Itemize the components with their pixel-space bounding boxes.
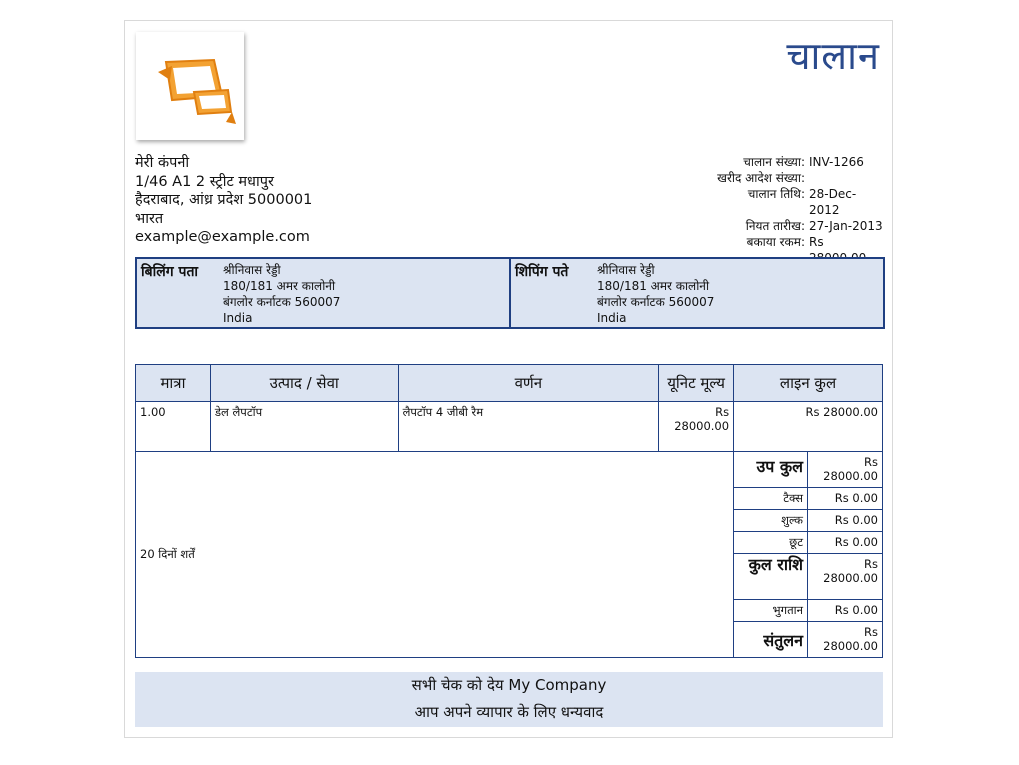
address-block [135,257,885,329]
shipping-line: बंगलोर कर्नाटक 560007 [597,295,715,309]
payment-value: Rs 0.00 [808,600,883,622]
balance-label: संतुलन [734,622,808,658]
total-label: कुल राशि [734,554,808,600]
subtotal-value: Rs 28000.00 [808,452,883,488]
billing-address [137,259,509,327]
meta-label: खरीद आदेश संख्या: [717,171,805,185]
shipping-line: श्रीनिवास रेड्डी [597,263,655,277]
table-row [136,402,883,452]
header-quantity: मात्रा [136,365,211,402]
company-logo [136,32,244,140]
shipping-line: 180/181 अमर कालोनी [597,279,710,293]
discount-value: Rs 0.00 [808,532,883,554]
meta-value: Rs [809,235,824,249]
billing-line: बंगलोर कर्नाटक 560007 [223,295,341,309]
cell-quantity: 1.00 [136,402,211,452]
header-product: उत्पाद / सेवा [210,365,398,402]
invoice-title: चालान [786,34,880,78]
company-name: मेरी कंपनी [135,155,190,171]
cell-product: डेल लैपटॉप [210,402,398,452]
meta-label: बकाया रकम: [746,235,805,249]
balance-value: Rs 28000.00 [808,622,883,658]
terms: 20 दिनों शर्तें [136,452,734,658]
meta-label: चालान संख्या: [743,155,805,169]
table-header-row [136,365,883,402]
footer [135,672,883,727]
header-unit-price: यूनिट मूल्य [659,365,734,402]
fee-label: शुल्क [734,510,808,532]
cell-unit-price: Rs 28000.00 [659,402,734,452]
subtotal-label: उप कुल [734,452,808,488]
shipping-line: India [597,311,627,325]
meta-value [805,170,883,186]
logo-icon [136,32,244,140]
billing-line: India [223,311,253,325]
discount-label: छूट [734,532,808,554]
invoice-page [124,20,893,738]
header-line-total: लाइन कुल [734,365,883,402]
tax-label: टैक्स [734,488,808,510]
meta-row [717,218,883,234]
total-value: Rs 28000.00 [808,554,883,600]
meta-row [717,154,883,170]
meta-label: चालान तिथि: [747,187,805,201]
meta-row [717,186,883,218]
meta-value: INV-1266 [809,155,864,169]
tax-value: Rs 0.00 [808,488,883,510]
company-address-line2: हैदराबाद, आंध्र प्रदेश 5000001 [135,192,313,208]
billing-line: 180/181 अमर कालोनी [223,279,336,293]
meta-value: 27-Jan-2013 [809,219,883,233]
company-email: example@example.com [135,229,310,245]
footer-thanks: आप अपने व्यापार के लिए धन्यवाद [414,703,604,721]
meta-row [717,170,883,186]
company-address-line1: 1/46 A1 2 स्ट्रीट मधापुर [135,173,274,190]
meta-label: नियत तारीख: [745,219,805,233]
company-info [135,154,312,247]
footer-payable: सभी चेक को देय My Company [411,676,607,694]
company-country: भारत [135,210,164,227]
header-description: वर्णन [398,365,659,402]
shipping-header: शिपिंग पते [515,264,569,280]
invoice-meta [717,154,883,266]
meta-value: 28-Dec-2012 [809,187,857,217]
billing-line: श्रीनिवास रेड्डी [223,263,281,277]
cell-description: लैपटॉप 4 जीबी रैम [398,402,659,452]
fee-value: Rs 0.00 [808,510,883,532]
line-items-table [135,364,883,658]
billing-header: बिलिंग पता [141,264,199,280]
payment-label: भुगतान [734,600,808,622]
cell-line-total: Rs 28000.00 [734,402,883,452]
shipping-address [509,259,883,327]
